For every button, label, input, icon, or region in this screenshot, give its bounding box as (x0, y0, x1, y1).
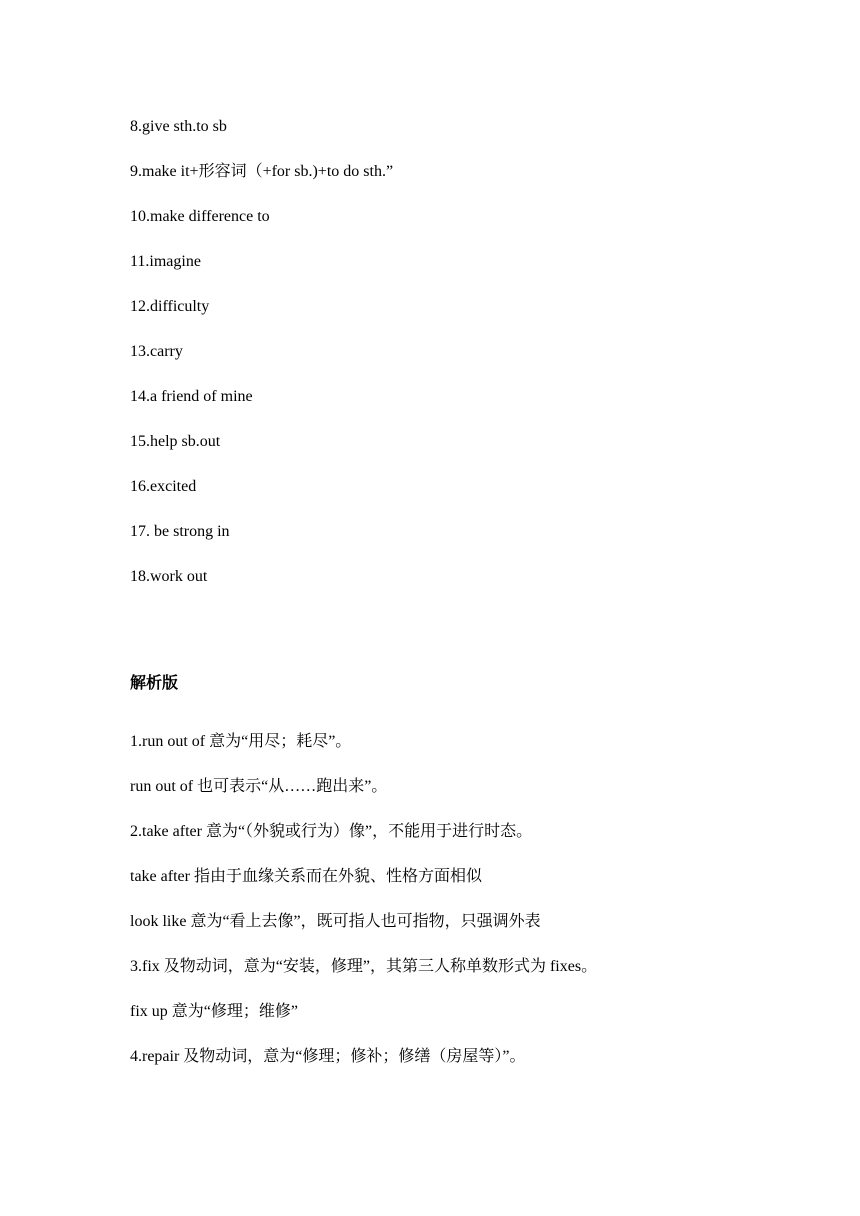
vocab-item-16: 16.excited (130, 478, 197, 495)
analysis-line-7: fix up 意为“修理；维修” (130, 1003, 298, 1020)
analysis-line-1: 1.run out of 意为“用尽；耗尽”。 (130, 733, 352, 750)
analysis-line-3: 2.take after 意为“（外貌或行为）像”，不能用于进行时态。 (130, 823, 533, 840)
vocab-item-15: 15.help sb.out (130, 433, 221, 450)
vocab-item-9: 9.make it+形容词（+for sb.)+to do sth.” (130, 163, 394, 180)
vocab-item-14: 14.a friend of mine (130, 388, 253, 405)
vocab-item-8: 8.give sth.to sb (130, 118, 227, 135)
vocab-item-18: 18.work out (130, 568, 208, 585)
vocab-item-12: 12.difficulty (130, 298, 210, 315)
analysis-line-8: 4.repair 及物动词，意为“修理；修补；修缮（房屋等）”。 (130, 1048, 526, 1065)
vocab-item-13: 13.carry (130, 343, 183, 360)
analysis-line-6: 3.fix 及物动词，意为“安装，修理”，其第三人称单数形式为 fixes。 (130, 958, 598, 975)
analysis-line-5: look like 意为“看上去像”，既可指人也可指物，只强调外表 (130, 913, 541, 930)
vocab-item-17: 17. be strong in (130, 523, 230, 540)
analysis-line-2: run out of 也可表示“从……跑出来”。 (130, 778, 388, 795)
analysis-line-4: take after 指由于血缘关系而在外貌、性格方面相似 (130, 868, 482, 885)
vocab-item-11: 11.imagine (130, 253, 201, 270)
analysis-heading: 解析版 (130, 673, 179, 692)
vocab-item-10: 10.make difference to (130, 208, 270, 225)
